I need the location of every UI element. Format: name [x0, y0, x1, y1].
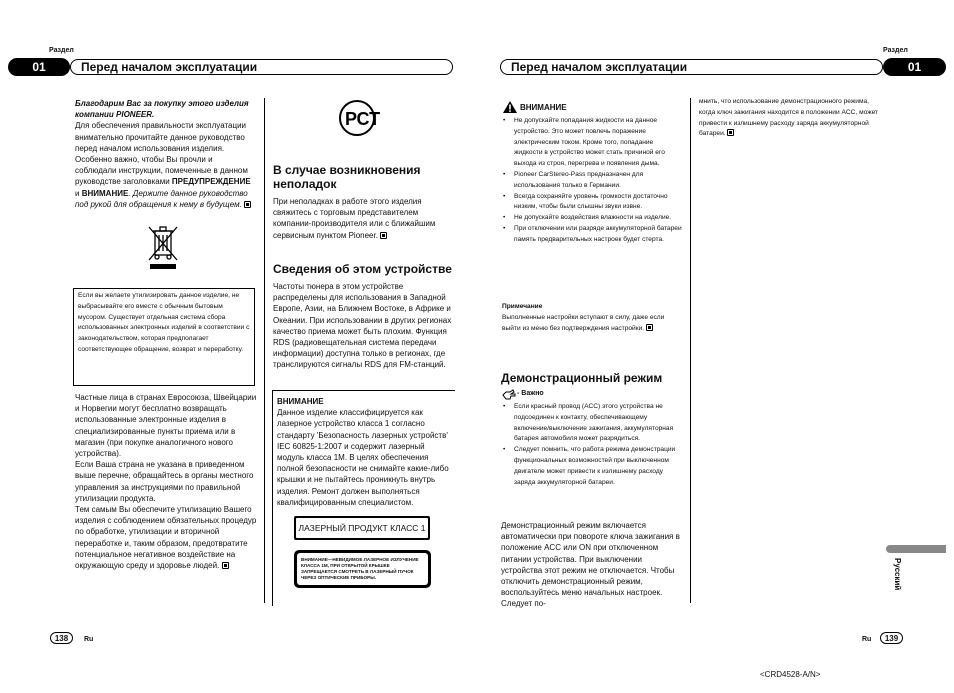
note-title: Примечание	[502, 303, 543, 310]
svg-text:РСТ: РСТ	[345, 109, 381, 129]
pct-certification-logo	[336, 98, 388, 138]
section-number-right: 01	[883, 58, 946, 76]
end-mark-icon	[244, 201, 251, 208]
disposal-paragraph-3: Тем самым Вы обеспечите утилизацию Вашего изделия с соблюдением обязательных процедур по обработке, утилизации и вторичной переработке и, таким образом, предотвратите потенциальное негативное воздействие на окружающую среду и здоровье людей.	[75, 505, 257, 571]
document-code: <CRD4528-A/N>	[760, 670, 821, 679]
list-item: • Если красный провод (ACC) этого устройства не подсоединен к контакту, обеспечивающему включение/выключение зажигания, аккумуляторная батарея автомобиля может разрядиться.	[514, 402, 682, 445]
list-item: • Pioneer CarStereo-Pass предназначен для использования только в Германии.	[514, 170, 682, 192]
list-item: • Всегда сохраняйте уровень громкости достаточно низким, чтобы были слышны звуки извне.	[514, 192, 682, 214]
warning-triangle-icon	[502, 100, 518, 114]
about-device-text: Частоты тюнера в этом устройстве распределены для использования в Западной Европе, Азии, на Ближнем Востоке, в Африке и Океании. При использовании в других регионах качество приема может быть плохим. Функция RDS (радиовещательная система передачи информации) доступна только в регионах, где транслируются сигналы RDS для FM-станций.	[273, 282, 452, 370]
section-label-right: Раздел	[883, 47, 908, 54]
thanks-text: Благодарим Вас за покупку этого изделия компании PIONEER.	[75, 99, 249, 120]
laser-class-label: ЛАЗЕРНЫЙ ПРОДУКТ КЛАСС 1	[294, 516, 430, 540]
intro-paragraph: Для обеспечения правильности эксплуатации внимательно прочитайте данное руководство перед началом использования изделия. Особенно важно, чтобы Вы прочли и соблюдали инструкции, помеченные в данном руководстве заголовками ПРЕДУПРЕЖДЕНИЕ и ВНИМАНИЕ. Держите данное руководство под рукой для обращения к нему в будущем.	[75, 121, 251, 209]
caution-title: ВНИМАНИЕ	[277, 397, 324, 406]
end-mark-icon	[646, 324, 653, 331]
heading-about-device: Сведения об этом устройстве	[273, 262, 452, 276]
lang-left: Ru	[84, 636, 94, 643]
note-text: Выполненные настройки вступают в силу, даже если выйти из меню без подтверждения настройки.	[502, 313, 665, 332]
end-mark-icon	[727, 129, 734, 136]
warning-list	[502, 116, 682, 246]
list-item: • При отключении или разряде аккумуляторной батареи память предварительных настроек будет стерта.	[514, 224, 682, 246]
page-number-left: 138	[50, 632, 73, 644]
end-mark-icon	[222, 562, 229, 569]
column-divider	[264, 98, 265, 603]
side-language-tab: Русский	[893, 558, 902, 591]
list-item: • Следует помнить, что работа режима демонстрации функциональных возможностей при выключенном двигателе может привести к излишнему расходу заряда аккумуляторной батареи.	[514, 445, 682, 488]
warning-title: ВНИМАНИЕ	[520, 103, 567, 112]
important-hand-icon	[502, 389, 516, 400]
side-tab-bar	[886, 545, 946, 553]
laser-warning-label: ВНИМАНИЕ—НЕВИДИМОЕ ЛАЗЕРНОЕ ИЗЛУЧЕНИЕ КЛАССА 1M, ПРИ ОТКРЫТОЙ КРЫШКЕ ЗАПРЕЩАЕТСЯ СМОТРЕТЬ В ЛАЗЕРНЫЙ ПУЧОК ЧЕРЕЗ ОПТИЧЕСКИЕ ПРИБОРЫ.	[294, 550, 431, 588]
page-title-right: Перед началом эксплуатации	[500, 59, 883, 75]
column-divider	[690, 98, 691, 603]
end-mark-icon	[380, 232, 387, 239]
list-item: • Не допускайте попадания жидкости на данное устройство. Это может повлечь поражение электрическим током. Кроме того, попадание жидкости в устройство может стать причиной его выхода из строя, перегрева и появления дыма.	[514, 116, 682, 170]
disposal-info-box: Если вы желаете утилизировать данное изделие, не выбрасывайте его вместе с обычным бытовым мусором. Существует отдельная система сбора использованных электронных изделий в соответствии с законодательством, которая предполагает соответствующее обращение, возврат и переработку.	[73, 288, 255, 386]
section-number-left: 01	[8, 58, 70, 76]
page-number-right: 139	[880, 632, 903, 644]
left-col1-intro	[75, 98, 255, 210]
disposal-paragraph-2: Если Ваша страна не указана в приведенном выше перечне, обращайтесь в органы местного управления за инструкциями по правильной утилизации продукта.	[75, 460, 254, 503]
lang-right: Ru	[862, 636, 872, 643]
list-item: • Не допускайте воздействия влажности на изделие.	[514, 213, 682, 224]
section-label-left: Раздел	[49, 47, 74, 54]
important-label: - Важно	[517, 390, 544, 397]
heading-demo-mode: Демонстрационный режим	[501, 371, 663, 385]
left-col1-disposal	[75, 392, 257, 571]
troubleshooting-text: При неполадках в работе этого изделия свяжитесь с торговым представителем компании-производителя или с ближайшим сервисным пунктом Pioneer.	[273, 197, 436, 240]
demo-mode-text: Демонстрационный режим включается автоматически при повороте ключа зажигания в положение ACC или ON при отключенном питании устройства. При выключении устройства этот режим не отключается. Чтобы отключить демонстрационный режим, воспользуйтесь меню начальных настроек. Следует по-	[501, 521, 680, 609]
disposal-paragraph-1: Частные лица в странах Евросоюза, Швейцарии и Норвегии могут бесплатно возвращать использованные электронные изделия в специализированные пункты приема или в магазин (при покупке аналогичного нового устройства).	[75, 393, 257, 459]
page-title-left: Перед началом эксплуатации	[70, 59, 453, 75]
heading-troubleshooting: В случае возникновения неполадок	[273, 163, 421, 191]
caution-content	[277, 396, 453, 508]
crossed-out-wheelie-bin-icon	[146, 224, 180, 270]
demo-mode-continued: мнить, что использование демонстрационного режима, когда ключ зажигания находится в положении ACC, может привести к излишнему расходу заряда аккумуляторной батареи.	[699, 98, 879, 138]
important-list	[502, 402, 682, 488]
caution-text: Данное изделие классифицируется как лазерное устройство класса 1 согласно стандарту 'Безопасность лазерных устройств' IEC 60825-1:2007 и содержит лазерный модуль класса 1M. В целях обеспечения полной безопасности не снимайте какие-либо крышки и не пытайтесь проникнуть внутрь изделия. Ремонт должен выполняться квалифицированным специалистом.	[277, 408, 449, 507]
note-section	[502, 302, 682, 334]
